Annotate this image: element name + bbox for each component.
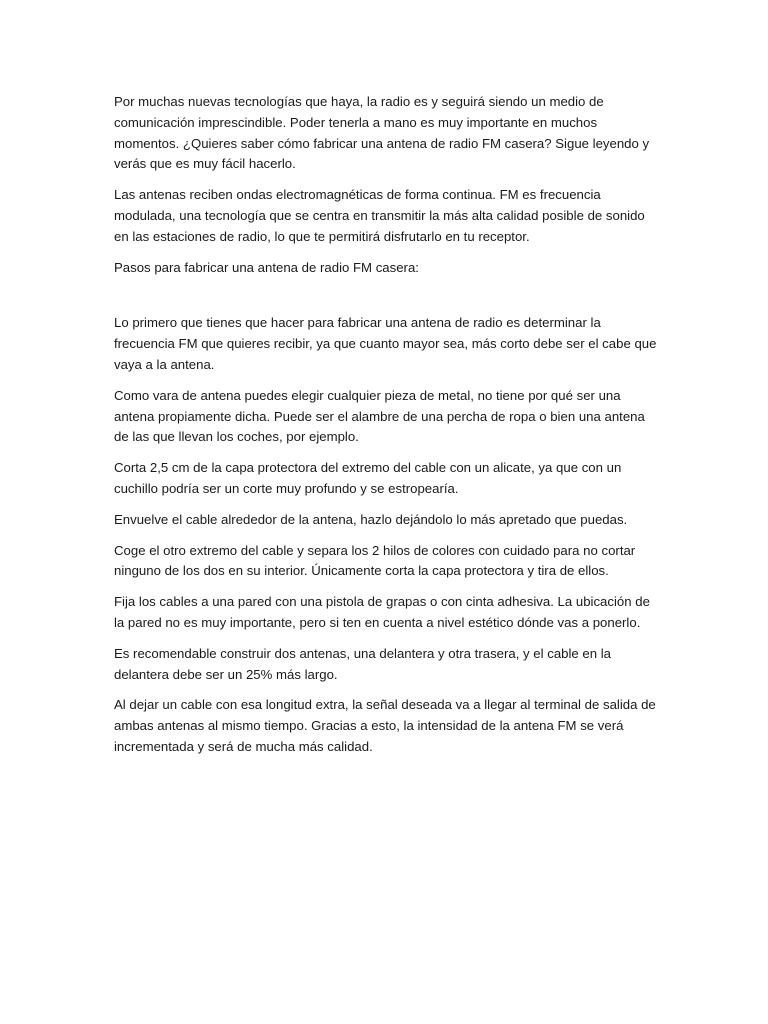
step-paragraph: Al dejar un cable con esa longitud extra, la señal deseada va a llegar al terminal de salida de ambas antenas al mismo tiempo. Gracias a esto, la intensidad de la antena FM se verá incrementada y será de mucha más calidad.: [114, 697, 656, 754]
intro-paragraph: Las antenas reciben ondas electromagnéticas de forma continua. FM es frecuencia modulada, una tecnología que se centra en transmitir la más alta calidad posible de sonido en las estaciones de radio, lo que te permitirá disfrutarlo en tu receptor.: [114, 187, 645, 244]
step-paragraph: Corta 2,5 cm de la capa protectora del extremo del cable con un alicate, ya que con un cuchillo podría ser un corte muy profundo y se estropearía.: [114, 460, 622, 496]
blank-gap: [114, 288, 662, 313]
step-paragraph: Lo primero que tienes que hacer para fabricar una antena de radio es determinar la frecuencia FM que quieres recibir, ya que cuanto mayor sea, más corto debe ser el cabe que vaya a la antena.: [114, 315, 657, 372]
intro-paragraph: Por muchas nuevas tecnologías que haya, la radio es y seguirá siendo un medio de comunicación imprescindible. Poder tenerla a mano es muy importante en muchos momentos. ¿Quieres saber cómo fabricar una antena de radio FM casera? Sigue leyendo y verás que es muy fácil hacerlo.: [114, 94, 650, 172]
steps-heading: Pasos para fabricar una antena de radio FM casera:: [114, 259, 419, 275]
step-paragraph: Como vara de antena puedes elegir cualquier pieza de metal, no tiene por qué ser una antena propiamente dicha. Puede ser el alambre de una percha de ropa o bien una antena de las que llevan los coches, por ejemplo.: [114, 387, 645, 445]
step-paragraph: Es recomendable construir dos antenas, una delantera y otra trasera, y el cable en la delantera debe ser un 25% más largo.: [114, 645, 612, 682]
step-paragraph: Fija los cables a una pared con una pistola de grapas o con cinta adhesiva. La ubicación de la pared no es muy importante, pero si ten en cuenta a nivel estético dónde vas a ponerlo.: [114, 594, 650, 630]
step-paragraph: Coge el otro extremo del cable y separa los 2 hilos de colores con cuidado para no cortar ninguno de los dos en su interior. Únicamente corta la capa protectora y tira de ellos.: [114, 542, 636, 579]
step-paragraph: Envuelve el cable alrededor de la antena, hazlo dejándolo lo más apretado que puedas.: [114, 511, 628, 527]
document-page: [114, 92, 662, 768]
